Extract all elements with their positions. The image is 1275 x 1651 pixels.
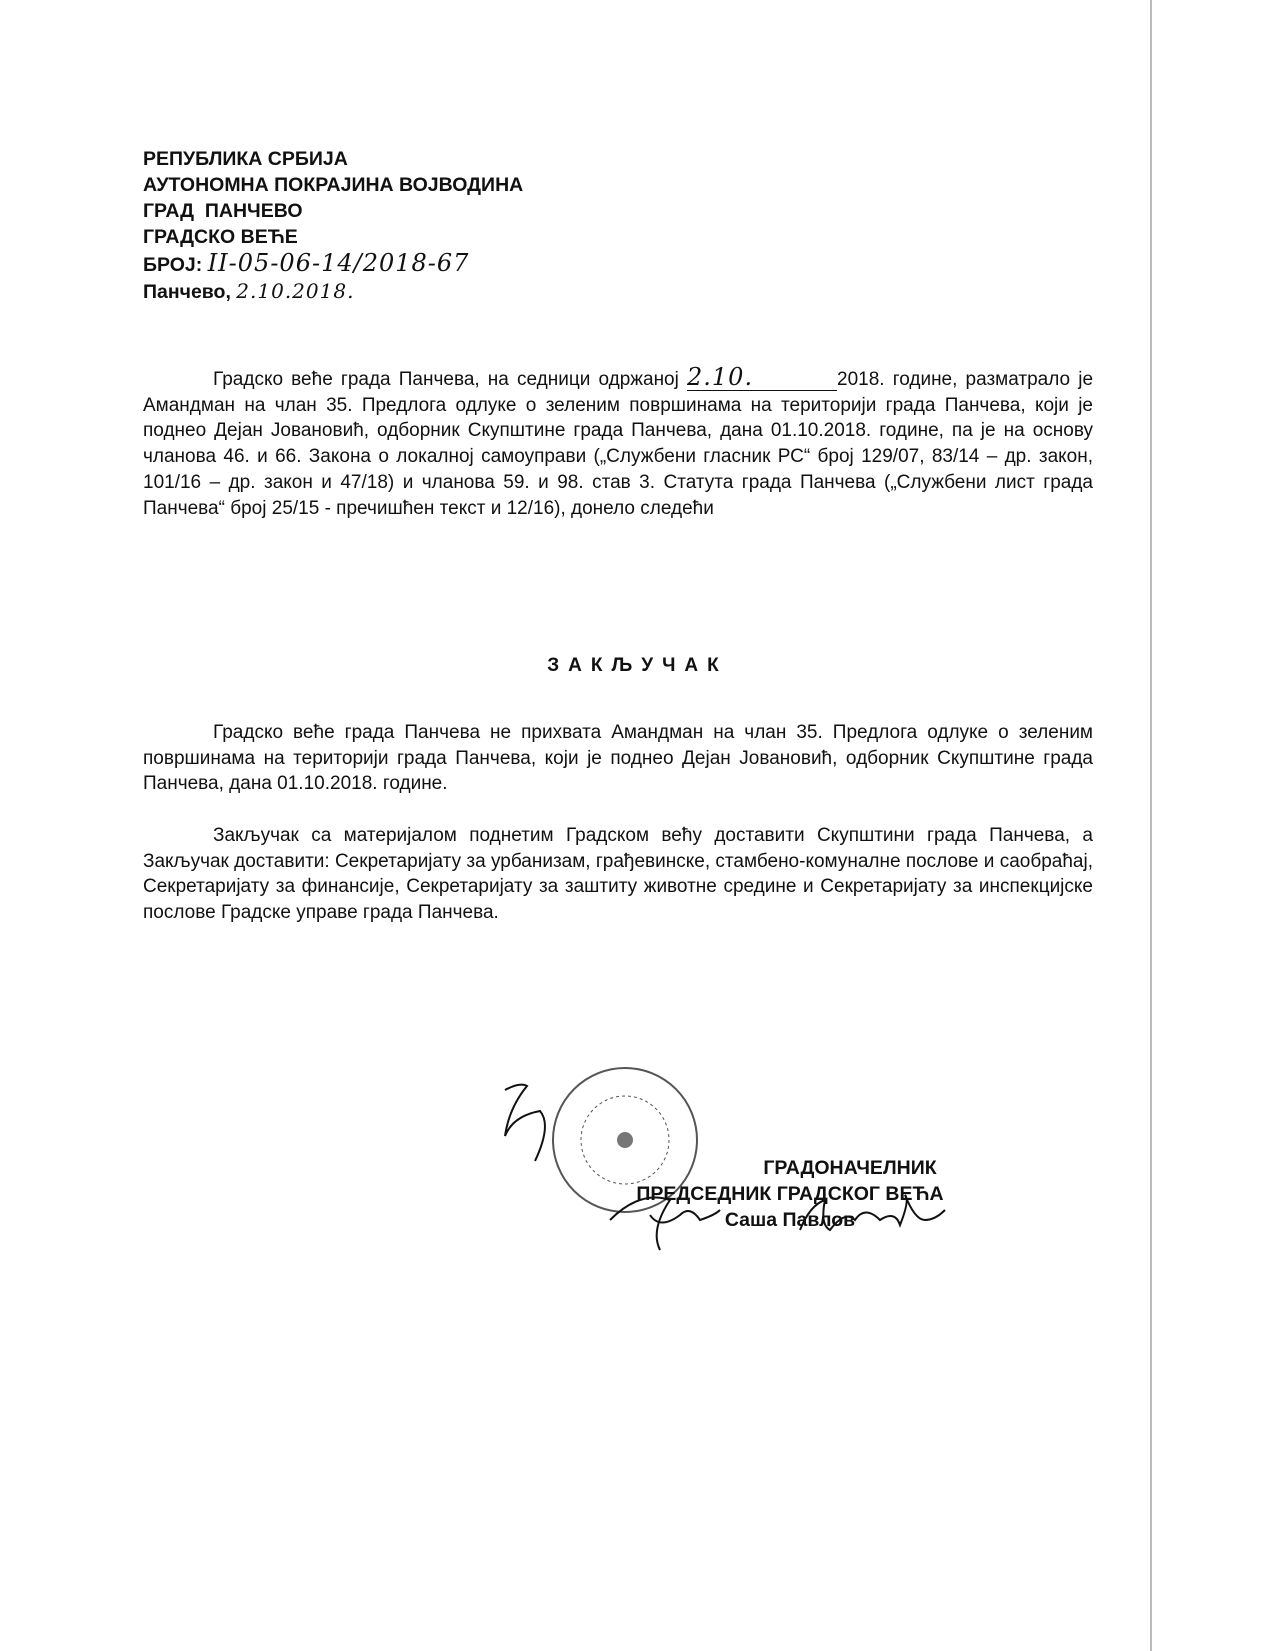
handwritten-number: II-05-06-14/2018-67: [207, 249, 470, 277]
header-place-date: Панчево, 2.10.2018.: [143, 279, 355, 303]
signature-title-president: ПРЕДСЕДНИК ГРАДСКОГ ВЕЋА: [636, 1183, 944, 1205]
header-province: АУТОНОМНА ПОКРАЈИНА ВОЈВОДИНА: [143, 174, 524, 196]
signature-block: [590, 1155, 990, 1233]
session-date-blank: 2.10.: [687, 367, 837, 391]
header-number: БРОЈ: II-05-06-14/2018-67: [143, 249, 470, 277]
document-title: ЗАКЉУЧАК: [547, 655, 728, 676]
signature-title-mayor: ГРАДОНАЧЕЛНИК: [763, 1157, 937, 1179]
header-council: ГРАДСКО ВЕЋЕ: [143, 226, 298, 248]
signature-name: Саша Павлов: [724, 1209, 856, 1231]
handwritten-date: 2.10.2018.: [236, 279, 355, 303]
header-city: ГРАД ПАНЧЕВО: [143, 200, 303, 222]
conclusion-paragraph-1: Градско веће града Панчева не прихвата Амандман на члан 35. Предлога одлуке о зеленим површинама на територији града Панчева, који је поднео Дејан Јовановић, одборник Скупштине града Панчева, дана 01.10.2018. године.: [143, 722, 1093, 795]
conclusion-paragraph-2: Закључак са материјалом поднетим Градском већу доставити Скупштини града Панчева, а Закључак доставити: Секретаријату за урбанизам, грађевинске, стамбено-комуналне послове и саобраћај, Секретаријату за финансије, Секретаријату за заштиту животне средине и Секретаријату за инспекцијске послове Градске управе града Панчева.: [143, 825, 1093, 924]
header-country: РЕПУБЛИКА СРБИЈА: [143, 148, 348, 170]
intro-paragraph: Градско веће града Панчева, на седници одржаној 2.10. 2018. године, разматрало је Амандман на члан 35. Предлога одлуке о зеленим површинама на територији града Панчева, који је поднео Дејан Јовановић, одборник Скупштине града Панчева, дана 01.10.2018. године, па је на основу чланова 46. и 66. Закона о локалној самоуправи („Службени гласник РС“ број 129/07, 83/14 – др. закон, 101/16 – др. закон и 47/18) и чланова 59. и 98. став 3. Статута града Панчева („Службени лист града Панчева“ број 25/15 - пречишћен текст и 12/16), донело следећи: [143, 363, 1094, 519]
initials-signature: [505, 1085, 545, 1161]
